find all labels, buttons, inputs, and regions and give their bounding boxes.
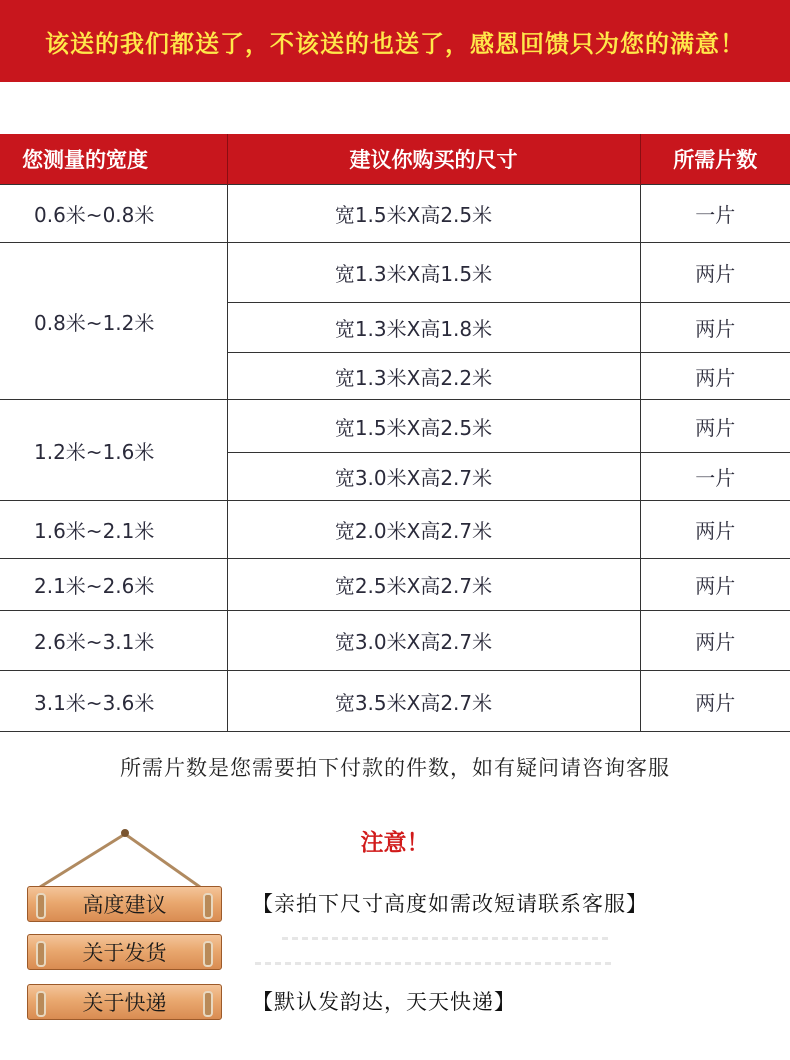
- header-piece-count: 所需片数: [640, 134, 790, 185]
- piece-count-note: 所需片数是您需要拍下付款的件数，如有疑问请咨询客服: [120, 756, 670, 780]
- piece-count: 两片: [640, 559, 790, 611]
- piece-count: 两片: [640, 353, 790, 400]
- piece-count: 两片: [640, 243, 790, 303]
- rope-peg-icon: [203, 991, 213, 1017]
- width-range: 2.1米~2.6米: [0, 559, 227, 611]
- piece-count: 一片: [640, 185, 790, 243]
- table-row: [0, 243, 790, 303]
- table-row: [0, 559, 790, 611]
- faint-divider: [255, 962, 615, 965]
- table-row: [0, 671, 790, 732]
- sign-label: 关于发货: [82, 941, 167, 965]
- piece-count: 两片: [640, 303, 790, 353]
- suggested-size: 宽1.3米X高2.2米: [227, 353, 640, 400]
- table-header-row: [0, 134, 790, 185]
- suggested-size: 宽1.3米X高1.5米: [227, 243, 640, 303]
- suggested-size: 宽2.5米X高2.7米: [227, 559, 640, 611]
- table-row: [0, 501, 790, 559]
- table-row: [0, 611, 790, 671]
- suggested-size: 宽1.3米X高1.8米: [227, 303, 640, 353]
- suggested-size: 宽1.5米X高2.5米: [227, 185, 640, 243]
- width-range: 2.6米~3.1米: [0, 611, 227, 671]
- width-range: 1.2米~1.6米: [0, 400, 227, 501]
- sign-label: 高度建议: [82, 893, 167, 917]
- attention-heading: 注意！: [360, 830, 430, 856]
- piece-count: 两片: [640, 611, 790, 671]
- piece-count: 一片: [640, 453, 790, 501]
- rope-peg-icon: [36, 893, 46, 919]
- piece-count: 两片: [640, 400, 790, 453]
- sign-height-advice: [27, 886, 222, 922]
- sign-label: 关于快递: [82, 991, 167, 1015]
- sign-shipping: [27, 934, 222, 970]
- size-recommendation-table: [0, 134, 790, 732]
- sign-info-text: 【亲拍下尺寸高度如需改短请联系客服】: [252, 892, 648, 916]
- rope-peg-icon: [36, 991, 46, 1017]
- piece-count: 两片: [640, 501, 790, 559]
- suggested-size: 宽3.5米X高2.7米: [227, 671, 640, 732]
- table-row: [0, 400, 790, 453]
- width-range: 1.6米~2.1米: [0, 501, 227, 559]
- header-measured-width: 您测量的宽度: [0, 134, 227, 185]
- rope-peg-icon: [203, 893, 213, 919]
- suggested-size: 宽3.0米X高2.7米: [227, 453, 640, 501]
- header-suggested-size: 建议你购买的尺寸: [227, 134, 640, 185]
- sign-courier: [27, 984, 222, 1020]
- sign-info-text: 【默认发韵达，天天快递】: [252, 990, 516, 1014]
- rope-peg-icon: [203, 941, 213, 967]
- rope-peg-icon: [36, 941, 46, 967]
- width-range: 3.1米~3.6米: [0, 671, 227, 732]
- table-row: [0, 185, 790, 243]
- suggested-size: 宽3.0米X高2.7米: [227, 611, 640, 671]
- suggested-size: 宽1.5米X高2.5米: [227, 400, 640, 453]
- width-range: 0.8米~1.2米: [0, 243, 227, 400]
- piece-count: 两片: [640, 671, 790, 732]
- faint-divider: [282, 937, 612, 940]
- width-range: 0.6米~0.8米: [0, 185, 227, 243]
- suggested-size: 宽2.0米X高2.7米: [227, 501, 640, 559]
- promo-banner: 该送的我们都送了，不该送的也送了，感恩回馈只为您的满意！: [0, 0, 790, 82]
